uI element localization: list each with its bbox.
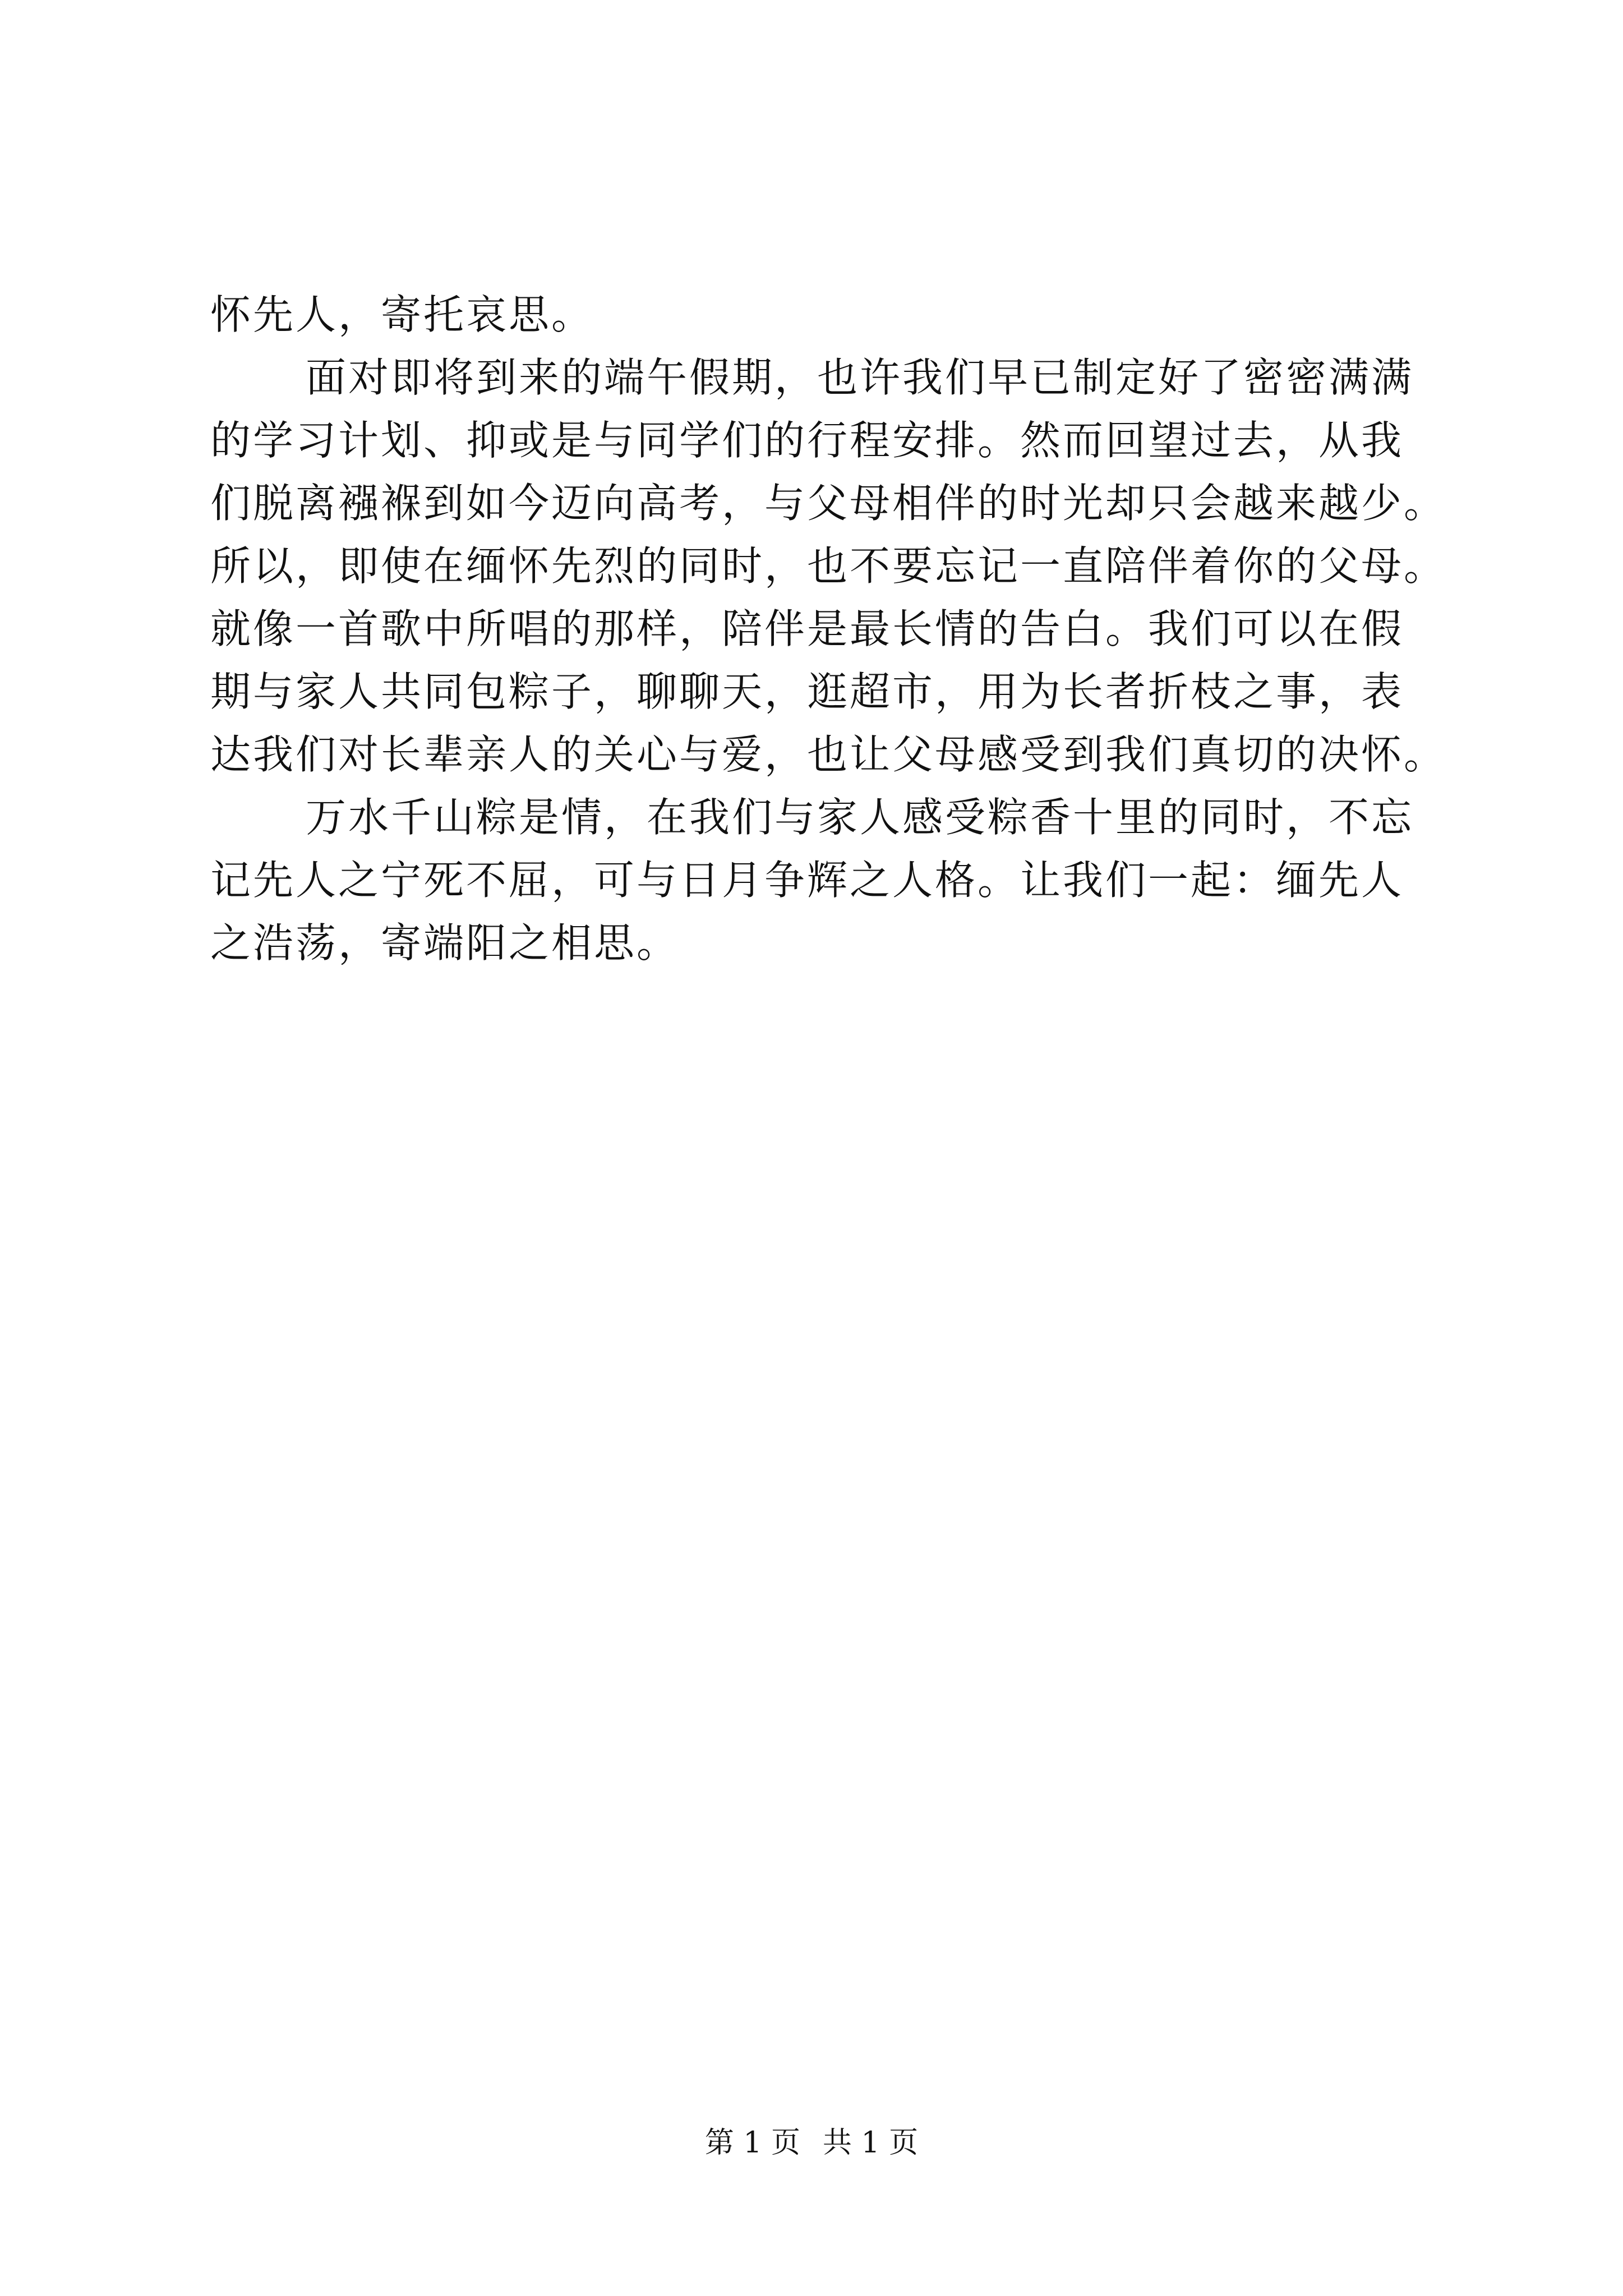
- text-line: 达我们对长辈亲人的关心与爱，也让父母感受到我们真切的决怀。: [210, 731, 1447, 778]
- text-line: 所以，即使在缅怀先烈的同时，也不要忘记一直陪伴着你的父母。: [210, 542, 1447, 590]
- text-line: 记先人之宁死不屈，可与日月争辉之人格。让我们一起：缅先人: [210, 857, 1404, 904]
- text-line: 的学习计划、抑或是与同学们的行程安排。然而回望过去，从我: [210, 417, 1404, 464]
- document-body: [210, 283, 1447, 974]
- text-line: 就像一首歌中所唱的那样，陪伴是最长情的告白。我们可以在假: [210, 605, 1404, 652]
- paragraph-first-line: 面对即将到来的端午假期，也许我们早已制定好了密密满满: [306, 354, 1414, 401]
- text-line: 之浩荡，寄端阳之相思。: [210, 919, 680, 967]
- page-footer: [0, 2123, 1623, 2162]
- page-total: 共 1 页: [823, 2126, 919, 2160]
- text-line: 们脱离襁褓到如今迈向高考，与父母相伴的时光却只会越来越少。: [210, 480, 1447, 527]
- text-line: 期与家人共同包粽子，聊聊天，逛超市，用为长者折枝之事，表: [210, 668, 1404, 715]
- paragraph-first-line: 万水千山粽是情，在我们与家人感受粽香十里的同时，不忘: [306, 794, 1414, 841]
- page-number: 第 1 页: [704, 2126, 800, 2160]
- text-line: 怀先人，寄托哀思。: [210, 291, 594, 338]
